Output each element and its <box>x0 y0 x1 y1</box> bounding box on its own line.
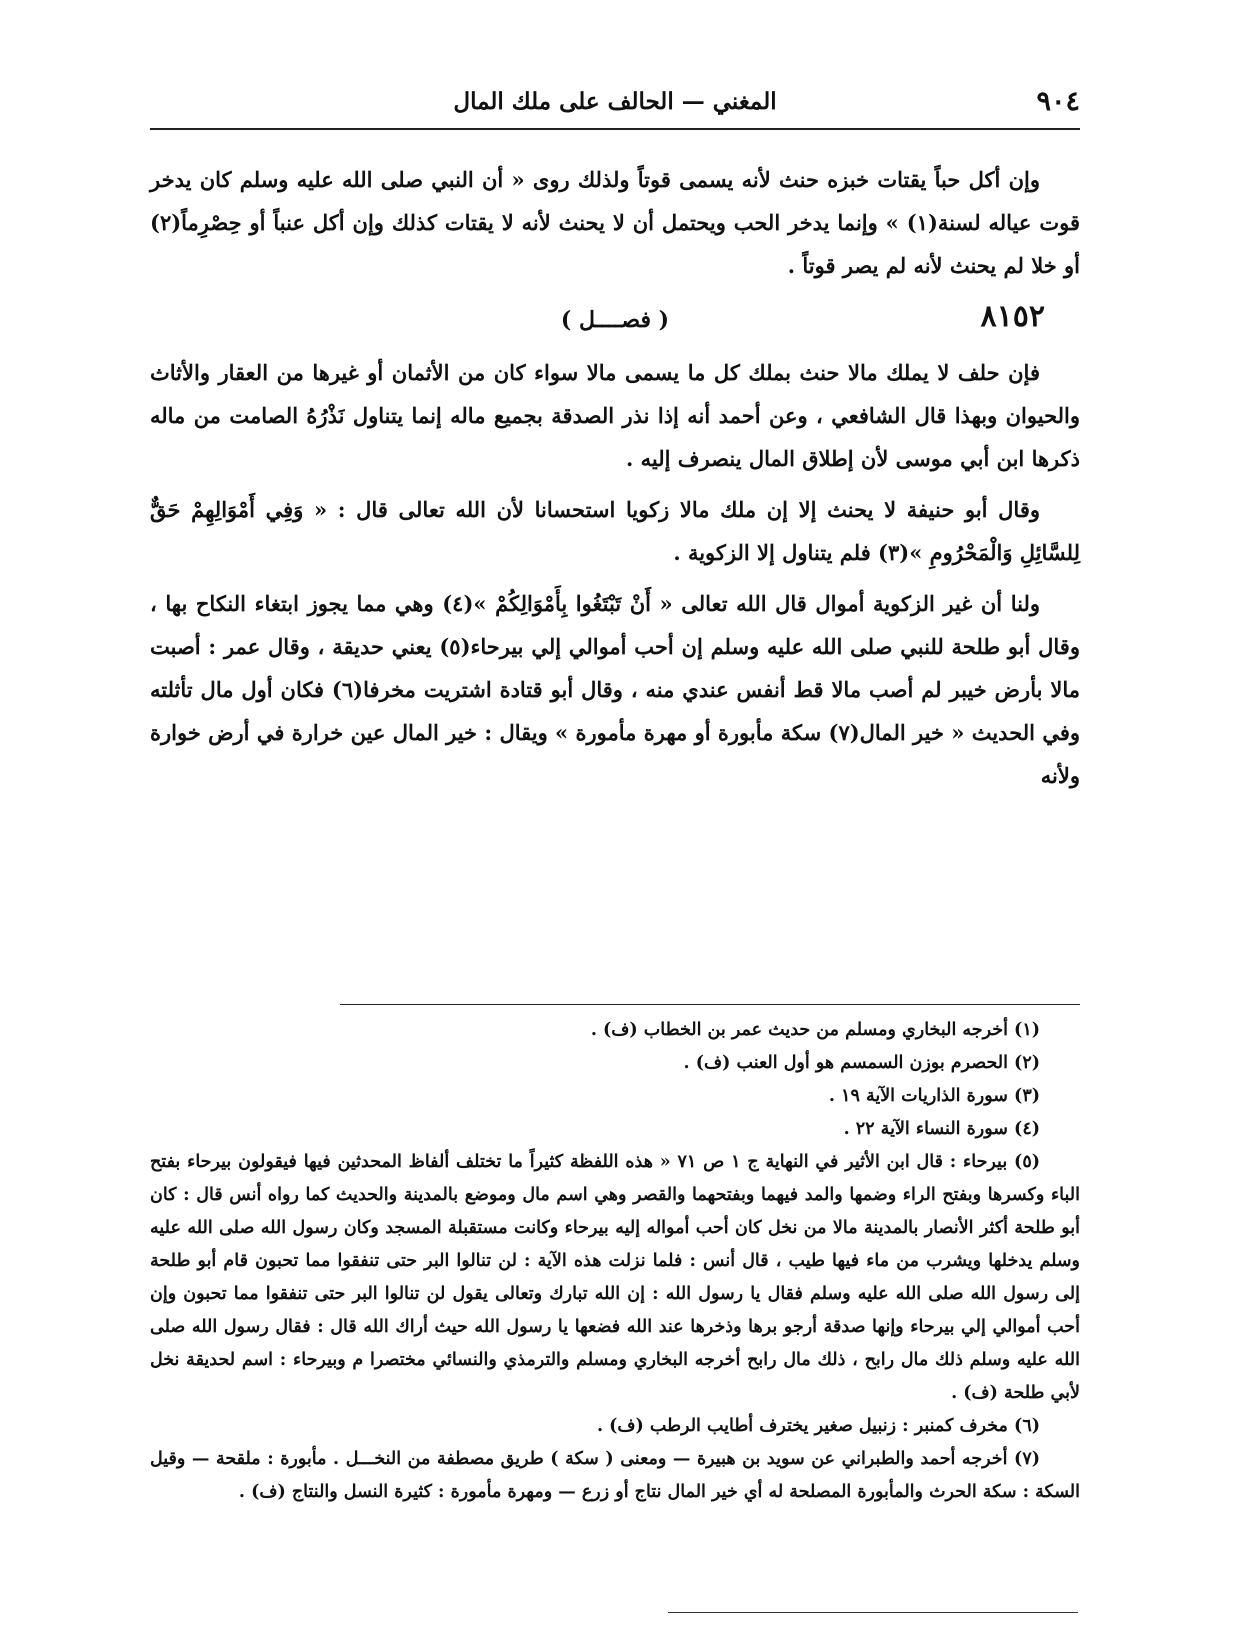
paragraph-1: وإن أكل حباً يقتات خبزه حنث لأنه يسمى قوتاً ولذلك روى « أن النبي صلى الله عليه وسلم كان يدخر قوت عياله لسنة(١) » وإنما يدخر الحب ويحتمل أن لا يحنث لأنه لا يقتات كذلك وإن أكل عنباً أو حِصْرِماً(٢) أو خلا لم يحنث لأنه لم يصر قوتاً . <box>150 167 1080 278</box>
footnote-2: (٢) الحصرم بوزن السمسم هو أول العنب (ف) . <box>683 1053 1040 1073</box>
main-text <box>150 158 1080 805</box>
footnote-6: (٦) مخرف كمنبر : زنبيل صغير يخترف أطايب الرطب (ف) . <box>596 1416 1040 1436</box>
page-header <box>150 82 1080 126</box>
page-number: ٩٠٤ <box>1036 86 1080 117</box>
paragraph-3: وقال أبو حنيفة لا يحنث إلا إن ملك مالا زكويا استحسانا لأن الله تعالى قال : « وَفِي أَمْوَالِهِمْ حَقٌّ لِلسَّائِلِ وَالْمَحْرُومِ »(٣) فلم يتناول إلا الزكوية . <box>150 497 1080 565</box>
footnotes <box>150 1014 1080 1509</box>
section-label: ( فصــــل ) <box>560 307 670 333</box>
footnote-7: (٧) أخرجه أحمد والطبراني عن سويد بن هبيرة — ومعنى ( سكة ) طريق مصطفة من النخـــل . مأبورة : ملقحة — وقيل السكة : سكة الحرث والمأبورة المصلحة له أي خير المال نتاج أو زرع — ومهرة مأمورة : كثيرة النسل والنتاج (ف) . <box>150 1449 1080 1502</box>
bottom-rule <box>668 1612 1078 1613</box>
section-heading <box>150 295 1080 345</box>
footnote-1: (١) أخرجه البخاري ومسلم من حديث عمر بن الخطاب (ف) . <box>590 1020 1040 1040</box>
running-title: المغني — الحالف على ملك المال <box>453 88 777 115</box>
document-page <box>150 0 1080 1649</box>
footnote-3: (٣) سورة الذاريات الآية ١٩ . <box>828 1086 1040 1106</box>
section-number: ٨١٥٢ <box>980 299 1045 334</box>
header-rule <box>150 128 1080 130</box>
footnote-5: (٥) بيرحاء : قال ابن الأثير في النهاية ج ١ ص ٧١ « هذه اللفظة كثيراً ما تختلف ألفاظ المحدثين فيها فيقولون بيرحاء بفتح الباء وكسرها وبفتح الراء وضمها والمد فيهما وبفتحهما والقصر وهي اسم مال وموضع بالمدينة والحديث كما رواه أنس قال : كان أبو طلحة أكثر الأنصار بالمدينة مالا من نخل كان أحب أمواله إليه بيرحاء وكانت مستقبلة المسجد وكان رسول الله صلى الله عليه وسلم يدخلها ويشرب من ماء فيها طيب ، قال أنس : فلما نزلت هذه الآية : لن تنالوا البر حتى تنفقوا مما تحبون قام أبو طلحة إلى رسول الله صلى الله عليه وسلم فقال يا رسول الله : إن الله تبارك وتعالى يقول لن تنالوا البر حتى تنفقوا مما تحبون وإن أحب أموالي إلي بيرحاء وإنها صدقة أرجو برها وذخرها عند الله فضعها يا رسول الله حيث أراك الله قال : فقال رسول الله صلى الله عليه وسلم ذلك مال رابح ، ذلك مال رابح أخرجه البخاري ومسلم والترمذي والنسائي مختصرا م وبيرحاء : اسم لحديقة نخل لأبي طلحة (ف) . <box>150 1152 1080 1403</box>
footnote-4: (٤) سورة النساء الآية ٢٢ . <box>843 1119 1040 1139</box>
footnote-rule <box>340 1004 1080 1005</box>
paragraph-2: فإن حلف لا يملك مالا حنث بملك كل ما يسمى مالا سواء كان من الأثمان أو غيرها من العقار والأثاث والحيوان وبهذا قال الشافعي ، وعن أحمد أنه إذا نذر الصدقة بجميع ماله إنما يتناول نَذْرُهُ الصامت من ماله ذكرها ابن أبي موسى لأن إطلاق المال ينصرف إليه . <box>150 360 1080 471</box>
paragraph-4: ولنا أن غير الزكوية أموال قال الله تعالى « أَنْ تَبْتَغُوا بِأَمْوَالِكُمْ »(٤) وهي مما يجوز ابتغاء النكاح بها ، وقال أبو طلحة للنبي صلى الله عليه وسلم إن أحب أموالي إلي بيرحاء(٥) يعني حديقة ، وقال عمر : أصبت مالا بأرض خيبر لم أصب مالا قط أنفس عندي منه ، وقال أبو قتادة اشتريت مخرفا(٦) فكان أول مال تأثلته وفي الحديث « خير المال(٧) سكة مأبورة أو مهرة مأمورة » ويقال : خير المال عين خرارة في أرض خوارة ولأنه <box>150 591 1081 788</box>
